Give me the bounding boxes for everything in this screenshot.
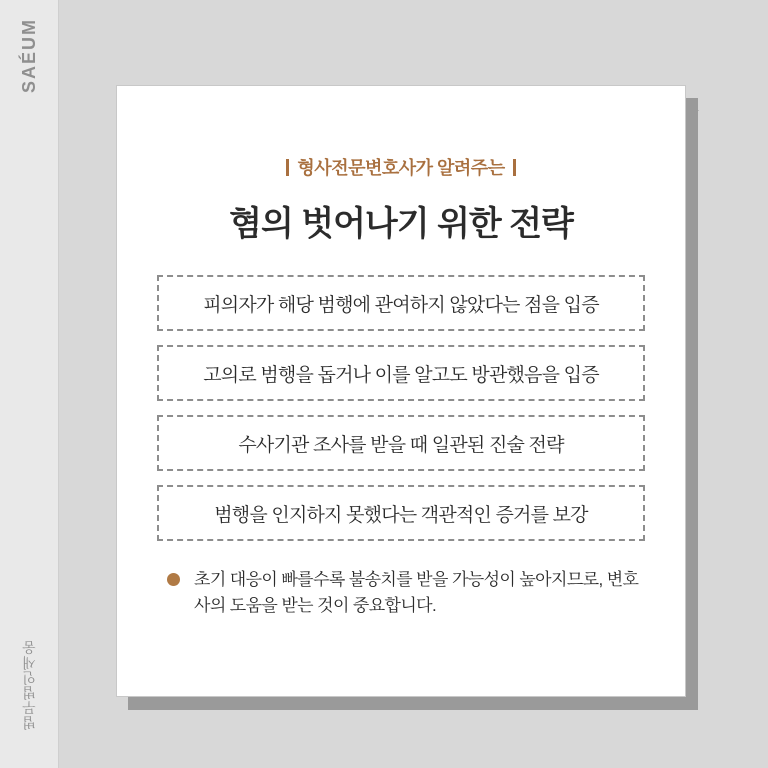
brand-sidebar — [0, 0, 59, 768]
brand-logo-text: SAÉUM — [18, 18, 39, 94]
brand-firm-name: 법무법인새움 — [21, 640, 37, 730]
eyebrow-bar-right — [513, 159, 516, 176]
eyebrow-text: 형사전문변호사가 알려주는 — [297, 158, 505, 178]
footnote-text: 초기 대응이 빠를수록 불송치를 받을 가능성이 높아지므로, 변호사의 도움을 받는 것이 중요합니다. — [194, 570, 639, 615]
page-title: 혐의 벗어나기 위한 전략 — [229, 205, 573, 243]
content-card — [116, 85, 686, 697]
card-eyebrow — [157, 154, 645, 180]
footnote — [157, 567, 645, 618]
brand-logo-bottom — [0, 640, 58, 730]
list-item: 범행을 인지하지 못했다는 객관적인 증거를 보강 — [157, 485, 645, 541]
list-item: 수사기관 조사를 받을 때 일관된 진술 전략 — [157, 415, 645, 471]
list-item: 피의자가 해당 범행에 관여하지 않았다는 점을 입증 — [157, 275, 645, 331]
list-item: 고의로 범행을 돕거나 이를 알고도 방관했음을 입증 — [157, 345, 645, 401]
eyebrow-bar-left — [286, 159, 289, 176]
bullet-dot-icon — [167, 573, 180, 586]
brand-logo-top — [0, 18, 58, 148]
